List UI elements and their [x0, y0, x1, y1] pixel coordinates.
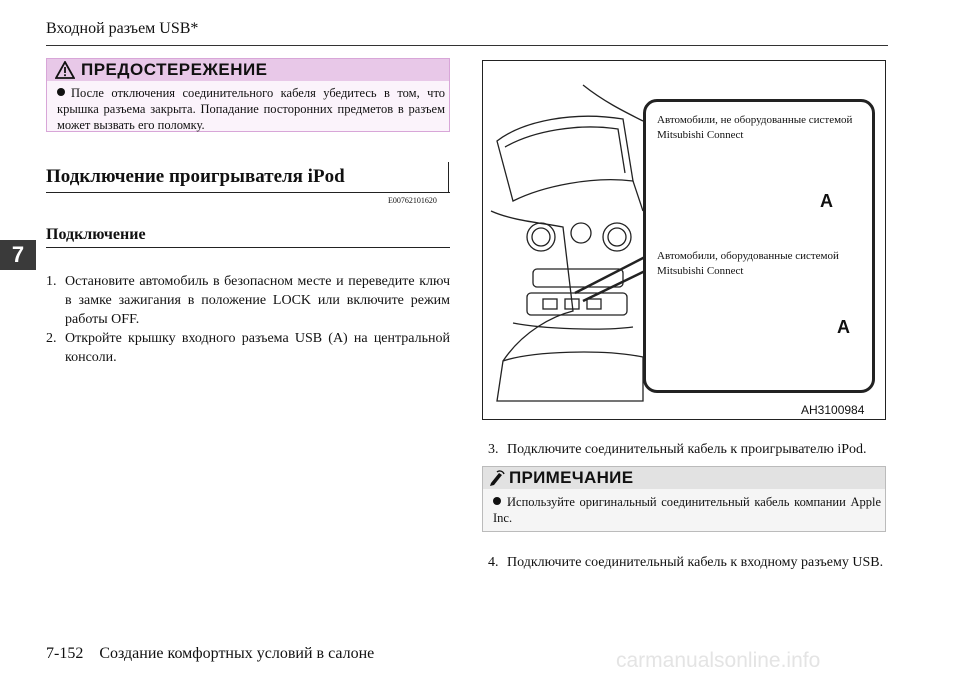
- step-3: [488, 440, 888, 459]
- warning-text-content: После отключения соединительного кабеля убедитесь в том, что крышка разъема закрыта. Попадание посторонних предметов в разъем может вызвать его поломку.: [57, 86, 445, 132]
- warning-box: [46, 58, 450, 132]
- step-text: Откройте крышку входного разъема USB (A) на центральной консоли.: [65, 331, 450, 365]
- step-number: 4.: [488, 555, 499, 570]
- step-item: [488, 553, 888, 572]
- figure-caption-top: Автомобили, не оборудованные системой Mitsubishi Connect: [657, 114, 853, 141]
- bullet-icon: [493, 497, 501, 505]
- section-title: Подключение проигрывателя iPod: [46, 166, 345, 187]
- page-number: 7-152: [46, 645, 84, 662]
- chapter-tab: 7: [0, 240, 36, 270]
- bullet-icon: [57, 88, 65, 96]
- step-number: 1.: [46, 274, 57, 289]
- page-footer: [46, 645, 374, 663]
- warning-triangle-icon: [55, 61, 75, 79]
- figure-code: AH3100984: [801, 403, 865, 417]
- note-text: [493, 494, 881, 526]
- subsection-divider: [46, 247, 450, 248]
- step-item: [46, 272, 450, 329]
- callout-frame: [643, 99, 875, 393]
- watermark: carmanualsonline.info: [616, 649, 821, 672]
- note-title: ПРИМЕЧАНИЕ: [509, 468, 634, 487]
- steps-list: [46, 272, 450, 367]
- label-a-bottom: A: [837, 317, 850, 337]
- warning-text: [57, 85, 445, 133]
- label-a-top: A: [820, 191, 833, 211]
- usb-port-illustration: [482, 60, 886, 420]
- section-divider: [46, 192, 450, 193]
- note-text-content: Используйте оригинальный соединительный кабель компании Apple Inc.: [493, 495, 881, 525]
- step-number: 2.: [46, 331, 57, 346]
- page-header-title: Входной разъем USB*: [46, 20, 199, 37]
- step-item: [46, 329, 450, 367]
- figure-caption-bottom: Автомобили, оборудованные системой Mitsubishi Connect: [657, 250, 839, 277]
- section-divider-tick: [448, 162, 449, 193]
- warning-title: ПРЕДОСТЕРЕЖЕНИЕ: [81, 60, 268, 79]
- subsection-title: Подключение: [46, 226, 146, 243]
- note-box: [482, 466, 886, 532]
- step-4: [488, 553, 888, 572]
- pen-note-icon: [489, 470, 505, 486]
- step-text: Подключите соединительный кабель к входному разъему USB.: [507, 555, 884, 570]
- step-item: [488, 440, 888, 459]
- step-number: 3.: [488, 442, 499, 457]
- step-text: Остановите автомобиль в безопасном месте и переведите ключ в замке зажигания в положение LOCK или включите режим работы OFF.: [65, 274, 450, 327]
- section-code: E00762101620: [388, 196, 437, 205]
- step-text: Подключите соединительный кабель к проигрывателю iPod.: [507, 442, 867, 457]
- header-divider: [46, 45, 888, 46]
- footer-chapter-title: Создание комфортных условий в салоне: [99, 645, 375, 662]
